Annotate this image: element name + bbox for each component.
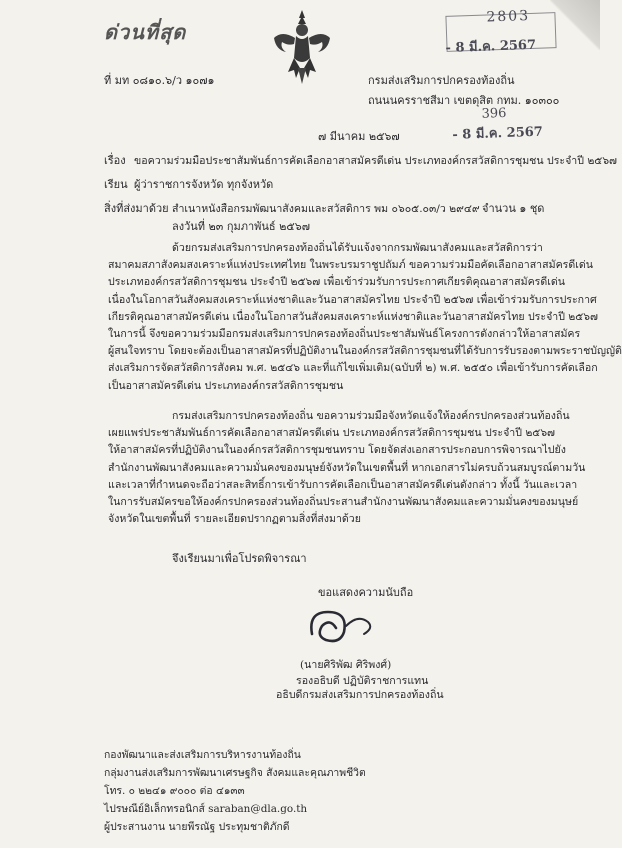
agency-name: กรมส่งเสริมการปกครองท้องถิ่น — [368, 74, 515, 87]
paragraph-line: ในการรับสมัครขอให้องค์กรปกครองส่วนท้องถิ่นประสานสำนักงานพัฒนาสังคมและความมั่นคงของมนุษย์ — [108, 496, 579, 509]
reception-stamp-top — [445, 7, 556, 56]
paragraph-line: จังหวัดในเขตพื้นที่ รายละเอียดปรากฏตามสิ่งที่ส่งมาด้วย — [108, 513, 361, 526]
recipient-label: เรียน — [104, 178, 128, 191]
paragraph-line: ในการนี้ จึงขอความร่วมมือกรมส่งเสริมการปกครองท้องถิ่นประชาสัมพันธ์โครงการดังกล่าวให้อาสาสมัคร — [108, 328, 581, 341]
paragraph-line: เป็นอาสาสมัครดีเด่น ประเภทองค์กรสวัสดิการชุมชน — [108, 379, 344, 392]
paragraph-line: เผยแพร่ประชาสัมพันธ์การคัดเลือกอาสาสมัครดีเด่น ประเภทองค์กรสวัสดิการชุมชน ประจำปี ๒๕๖๗ — [108, 427, 556, 440]
footer-group: กลุ่มงานส่งเสริมการพัฒนาเศรษฐกิจ สังคมและคุณภาพชีวิต — [104, 767, 366, 779]
paragraph-line: และเวลาที่กำหนดจะถือว่าสละสิทธิ์การเข้ารับการคัดเลือกเป็นอาสาสมัครดีเด่นดังกล่าว ทั้งนี้ วันและเวลา — [108, 478, 578, 491]
enclosure-label: สิ่งที่ส่งมาด้วย — [104, 202, 169, 215]
paragraph-line: เนื่องในโอกาสวันสังคมสงเคราะห์แห่งชาติและวันอาสาสมัครไทย ประจำปี ๒๕๖๗ เพื่อเข้าร่วมรับการประกาศ — [108, 293, 597, 306]
urgency-mark: ด่วนที่สุด — [104, 20, 187, 44]
enclosure-text-date: ลงวันที่ ๒๓ กุมภาพันธ์ ๒๕๖๗ — [172, 220, 310, 233]
signer-position-line2: อธิบดีกรมส่งเสริมการปกครองท้องถิ่น — [276, 689, 444, 701]
signer-position-line1: รองอธิบดี ปฏิบัติราชการแทน — [296, 675, 429, 687]
paragraph-line: ประเภทองค์กรสวัสดิการชุมชน ประจำปี ๒๕๖๗ เพื่อเข้าร่วมรับการประกาศเกียรติคุณอาสาสมัครดีเด่น — [108, 276, 565, 289]
paragraph-line: สำนักงานพัฒนาสังคมและความมั่นคงของมนุษย์จังหวัดในเขตพื้นที่ หากเอกสารไม่ครบถ้วนสมบูรณ์ตามวัน — [108, 461, 586, 474]
stamp-second-number: 396 — [481, 105, 507, 122]
paragraph-line: ส่งเสริมการจัดสวัสดิการสังคม พ.ศ. ๒๕๔๖ และที่แก้ไขเพิ่มเติม(ฉบับที่ ๒) พ.ศ. ๒๕๕๐ เพื่อเข้ารับการคัดเลือก — [108, 362, 598, 375]
footer-email: ไปรษณีย์อิเล็กทรอนิกส์ saraban@dla.go.th — [104, 803, 308, 815]
stamp-top-number: 2803 — [486, 7, 531, 26]
footer-coordinator: ผู้ประสานงาน นายพีรณัฐ ประทุมชาติภักดี — [104, 821, 290, 833]
subject-text: ขอความร่วมมือประชาสัมพันธ์การคัดเลือกอาสาสมัครดีเด่น ประเภทองค์กรสวัสดิการชุมชน ประจำปี ๒๕๖๗ — [134, 155, 618, 167]
paragraph-line: ด้วยกรมส่งเสริมการปกครองท้องถิ่นได้รับแจ้งจากกรมพัฒนาสังคมและสวัสดิการว่า — [172, 242, 543, 254]
folded-page-corner — [550, 0, 600, 50]
closing-phrase: ขอแสดงความนับถือ — [318, 586, 414, 599]
body-paragraph-2 — [108, 408, 586, 528]
closing-request: จึงเรียนมาเพื่อโปรดพิจารณา — [172, 552, 307, 565]
subject-label: เรื่อง — [104, 154, 126, 167]
document-number: ที่ มท ๐๘๑๐.๖/ว ๑๐๗๑ — [104, 74, 215, 87]
signer-name: (นายศิริพัฒ ศิริพงศ์) — [300, 659, 392, 671]
enclosure-quantity: จำนวน ๑ ชุด — [482, 202, 545, 215]
paragraph-line: ให้อาสาสมัครที่ปฏิบัติงานในองค์กรสวัสดิการชุมชนทราบ โดยจัดส่งเอกสารประกอบการพิจารณาไปยัง — [108, 444, 566, 457]
handwritten-signature — [302, 604, 382, 648]
garuda-emblem-icon — [272, 8, 332, 86]
body-paragraph-1 — [108, 240, 622, 395]
stamp-top-date: - 8 มี.ค. 2567 — [445, 37, 537, 56]
reception-stamp-second — [452, 105, 557, 143]
paragraph-line: เกียรติคุณอาสาสมัครดีเด่น เนื่องในโอกาสวันสังคมสงเคราะห์แห่งชาติและวันอาสาสมัครไทย ประจำปี ๒๕๖๗ — [108, 310, 599, 323]
recipient-text: ผู้ว่าราชการจังหวัด ทุกจังหวัด — [134, 178, 274, 191]
paragraph-line: กรมส่งเสริมการปกครองท้องถิ่น ขอความร่วมมือจังหวัดแจ้งให้องค์กรปกครองส่วนท้องถิ่น — [172, 410, 570, 422]
footer-division: กองพัฒนาและส่งเสริมการบริหารงานท้องถิ่น — [104, 749, 301, 761]
agency-address: ถนนนครราชสีมา เขตดุสิต กทม. ๑๐๓๐๐ — [368, 94, 560, 107]
paragraph-line: ผู้สนใจทราบ โดยจะต้องเป็นอาสาสมัครที่ปฏิบัติงานในองค์กรสวัสดิการชุมชนที่ได้รับการรับรองตามพระราชบัญญัติ — [108, 345, 622, 358]
letter-date: ๗ มีนาคม ๒๕๖๗ — [318, 130, 400, 143]
paragraph-line: สมาคมสภาสังคมสงเคราะห์แห่งประเทศไทย ในพระบรมราชูปถัมภ์ ขอความร่วมมือคัดเลือกอาสาสมัครดีเด่น — [108, 259, 593, 272]
enclosure-text: สำเนาหนังสือกรมพัฒนาสังคมและสวัสดิการ พม ๐๖๐๕.๐๓/ว ๒๙๔๙ — [172, 203, 480, 215]
footer-phone: โทร. ๐ ๒๒๔๑ ๙๐๐๐ ต่อ ๔๑๓๓ — [104, 785, 245, 797]
stamp-second-date: - 8 มี.ค. 2567 — [452, 124, 544, 143]
